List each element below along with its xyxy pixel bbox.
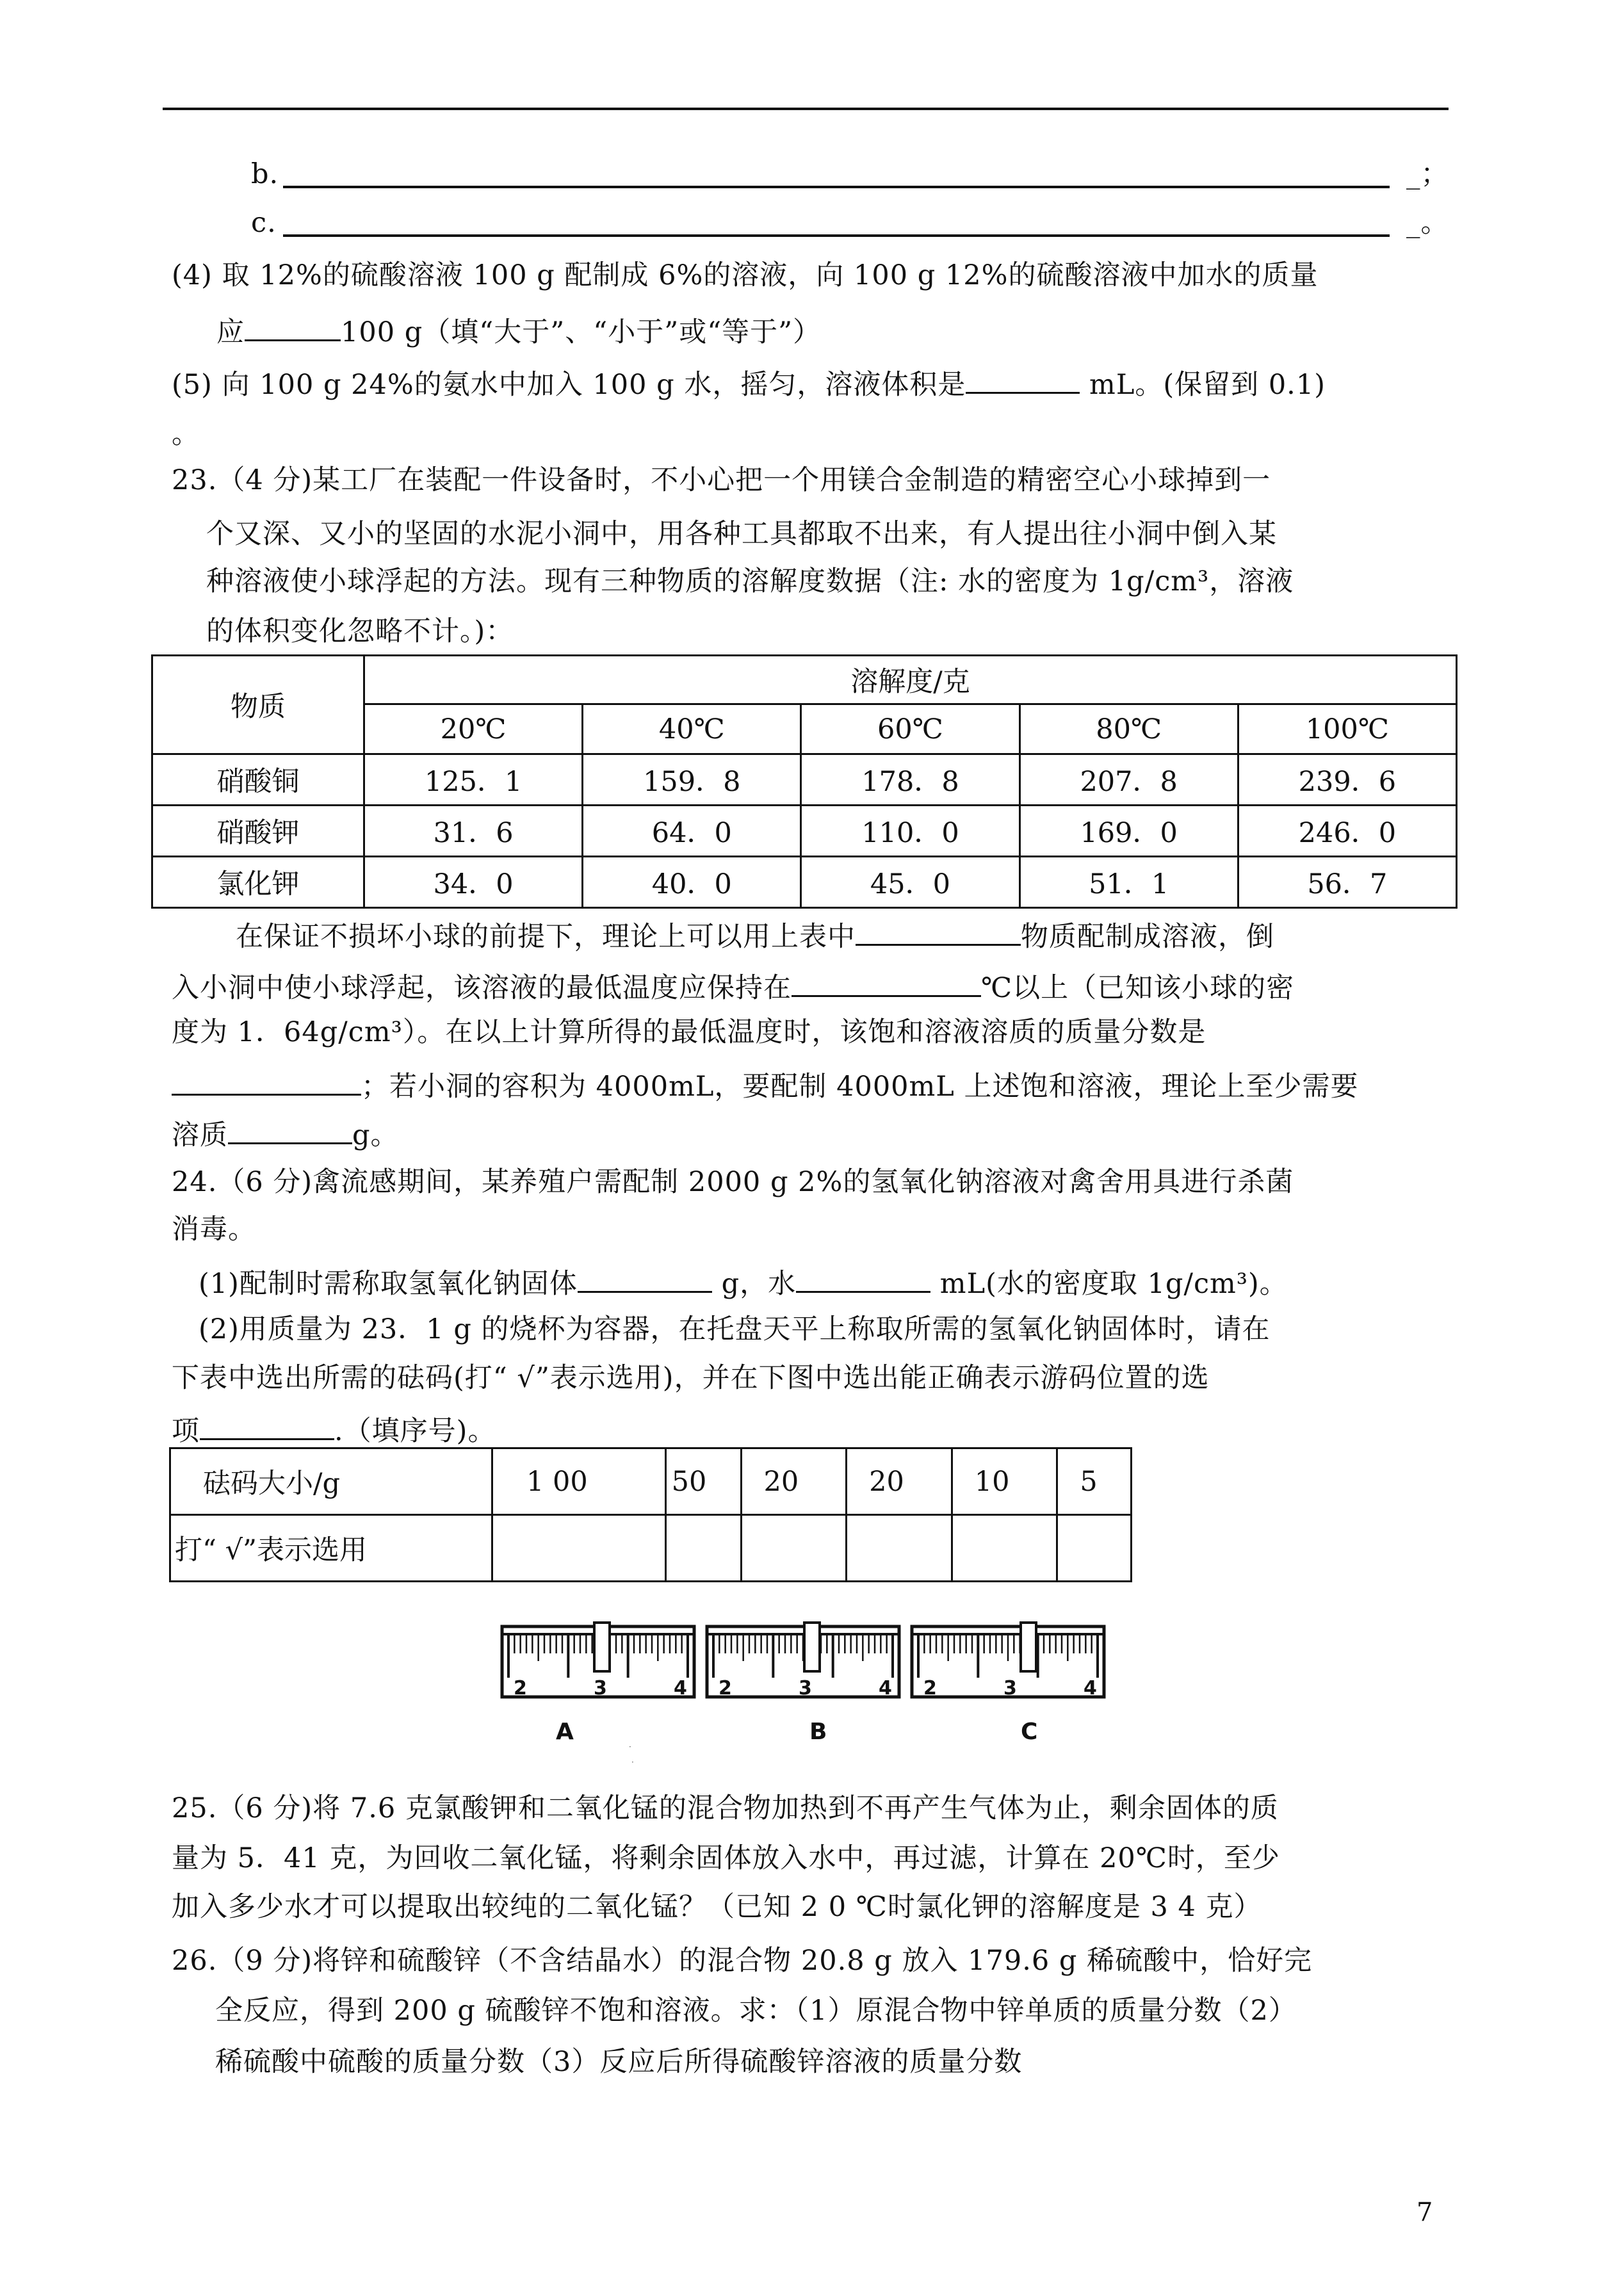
- cell: 31．6: [364, 806, 583, 857]
- header-rule: [163, 108, 1449, 110]
- temp-header: 60℃: [801, 704, 1019, 754]
- weight-size: 1 00: [492, 1448, 666, 1515]
- page-number: 7: [1417, 2198, 1433, 2227]
- cell: 56．7: [1238, 857, 1456, 908]
- ruler-tick-label: 3: [799, 1677, 812, 1699]
- question-24-line4: (2)用质量为 23．1 g 的烧杯为容器，在托盘天平上称取所需的氢氧化钠固体时，请在: [199, 1313, 1271, 1345]
- blank-substance: [856, 914, 1021, 946]
- paragraph-line1: 在保证不损坏小球的前提下，理论上可以用上表中 物质配制成溶液，倒: [236, 914, 1274, 955]
- paragraph-line4: ；若小洞的容积为 4000mL，要配制 4000mL 上述饱和溶液，理论上至少需要: [172, 1064, 1359, 1105]
- rider: [804, 1623, 820, 1671]
- cell: 51．1: [1019, 857, 1238, 908]
- weight-size: 10: [952, 1448, 1057, 1515]
- check-cell: [741, 1515, 847, 1582]
- row-name: 硝酸钾: [152, 806, 364, 857]
- check-cell: [952, 1515, 1057, 1582]
- question-24-line3: (1)配制时需称取氢氧化钠固体 g，水 mL(水的密度取 1g/cm³)。: [199, 1261, 1288, 1302]
- question-24-line6: 项 .（填序号)。: [172, 1409, 496, 1449]
- check-cell: [665, 1515, 741, 1582]
- solubility-table: [151, 654, 1458, 909]
- question-24-line5: 下表中选出所需的砝码(打“ √”表示选用)，并在下图中选出能正确表示游码位置的选: [172, 1362, 1210, 1394]
- question-26-line3: 稀硫酸中硫酸的质量分数（3）反应后所得硫酸锌溶液的质量分数: [215, 2046, 1023, 2078]
- ruler-tick-label: 2: [923, 1677, 937, 1699]
- temp-header: 100℃: [1238, 704, 1456, 754]
- ruler-tick-label: 4: [879, 1677, 892, 1699]
- question-5-line1: (5) 向 100 g 24%的氨水中加入 100 g 水，摇匀，溶液体积是 mL。(保留到 0.1): [172, 362, 1326, 403]
- question-4-line2: 应 100 g（填“大于”、“小于”或“等于”）: [216, 310, 821, 350]
- cell: 40．0: [583, 857, 801, 908]
- temp-header: 80℃: [1019, 704, 1238, 754]
- cell: 45．0: [801, 857, 1019, 908]
- weight-size: 50: [665, 1448, 741, 1515]
- row-name: 氯化钾: [152, 857, 364, 908]
- weights-row1-label: 砝码大小/g: [170, 1448, 492, 1515]
- question-23-line2: 个又深、又小的坚固的水泥小洞中，用各种工具都取不出来，有人提出往小洞中倒入某: [206, 518, 1277, 550]
- paragraph-line2: 入小洞中使小球浮起，该溶液的最低温度应保持在 ℃以上（已知该小球的密: [172, 966, 1294, 1006]
- cell: 64．0: [583, 806, 801, 857]
- blank-4: [245, 310, 341, 341]
- row-name: 硝酸铜: [152, 754, 364, 806]
- ruler-tick-label: 4: [674, 1677, 687, 1699]
- weights-table: [169, 1447, 1132, 1582]
- weight-size: 5: [1057, 1448, 1132, 1515]
- stray-mark: ·: [629, 1742, 631, 1751]
- question-23-line4: 的体积变化忽略不计。)：: [206, 615, 514, 647]
- ruler-tick-label: 4: [1084, 1677, 1097, 1699]
- table-row: [152, 857, 1457, 908]
- blank-mass-fraction: [172, 1064, 361, 1096]
- blank-temperature: [792, 966, 981, 997]
- answer-line-c: [283, 234, 1390, 237]
- cell: 207．8: [1019, 754, 1238, 806]
- rider: [594, 1623, 610, 1671]
- cell: 110．0: [801, 806, 1019, 857]
- blank-solute: [228, 1113, 352, 1144]
- ruler-tick-label: 3: [1003, 1677, 1017, 1699]
- question-23-line1: 23.（4 分)某工厂在装配一件设备时，不小心把一个用镁合金制造的精密空心小球掉到一: [172, 464, 1271, 496]
- blank-option: [200, 1409, 334, 1440]
- paragraph-line5: 溶质 g。: [172, 1113, 399, 1153]
- answer-line-b: [283, 186, 1390, 188]
- rider: [1021, 1623, 1036, 1671]
- question-25-line1: 25.（6 分)将 7.6 克氯酸钾和二氧化锰的混合物加热到不再产生气体为止，剩余固体的质: [172, 1792, 1279, 1824]
- temp-header: 40℃: [583, 704, 801, 754]
- check-cell: [847, 1515, 952, 1582]
- line-b-label: b.: [251, 158, 279, 190]
- table-row: [152, 754, 1457, 806]
- question-23-line3: 种溶液使小球浮起的方法。现有三种物质的溶解度数据（注: 水的密度为 1g/cm³，溶液: [206, 565, 1294, 597]
- question-26-line1: 26.（9 分)将锌和硫酸锌（不含结晶水）的混合物 20.8 g 放入 179.6 g 稀硫酸中，恰好完: [172, 1945, 1313, 1977]
- weight-size: 20: [741, 1448, 847, 1515]
- question-26-line2: 全反应，得到 200 g 硫酸锌不饱和溶液。求：（1）原混合物中锌单质的质量分数（2）: [215, 1995, 1297, 2027]
- question-24-line1: 24.（6 分)禽流感期间，某养殖户需配制 2000 g 2%的氢氧化钠溶液对禽舍用具进行杀菌: [172, 1166, 1294, 1198]
- weight-size: 20: [847, 1448, 952, 1515]
- table-row: [152, 806, 1457, 857]
- question-25-line3: 加入多少水才可以提取出较纯的二氧化锰？（已知 2 0 ℃时氯化钾的溶解度是 3 4 克）: [172, 1891, 1262, 1923]
- weights-row2-label: 打“ √”表示选用: [170, 1515, 492, 1582]
- ruler-tick-label: 2: [719, 1677, 732, 1699]
- option-label: A: [556, 1719, 574, 1745]
- cell: 239．6: [1238, 754, 1456, 806]
- line-c-label: c.: [251, 207, 277, 239]
- line-b-end: _；: [1406, 158, 1449, 190]
- check-cell: [492, 1515, 666, 1582]
- option-label: B: [809, 1719, 827, 1745]
- check-cell: [1057, 1515, 1132, 1582]
- cell: 246．0: [1238, 806, 1456, 857]
- question-25-line2: 量为 5．41 克，为回收二氧化锰，将剩余固体放入水中，再过滤，计算在 20℃时，至少: [172, 1842, 1280, 1874]
- cell: 159．8: [583, 754, 801, 806]
- table-corner: 物质: [152, 656, 364, 754]
- ruler-tick-label: 3: [594, 1677, 607, 1699]
- rider-figures: [493, 1614, 1140, 1767]
- cell: 178．8: [801, 754, 1019, 806]
- blank-naoh: [578, 1261, 712, 1293]
- cell: 169．0: [1019, 806, 1238, 857]
- question-24-line2: 消毒。: [172, 1213, 256, 1245]
- ruler-tick-label: 2: [514, 1677, 527, 1699]
- cell: 34．0: [364, 857, 583, 908]
- blank-5: [966, 362, 1080, 394]
- question-5-end: 。: [172, 418, 200, 450]
- cell: 125．1: [364, 754, 583, 806]
- blank-water: [796, 1261, 930, 1293]
- stray-mark: ·: [631, 1758, 634, 1767]
- option-label: C: [1021, 1719, 1038, 1745]
- table-group-header: 溶解度/克: [364, 656, 1457, 704]
- line-c-end: _。: [1406, 207, 1449, 239]
- temp-header: 20℃: [364, 704, 583, 754]
- question-4-line1: (4) 取 12%的硫酸溶液 100 g 配制成 6%的溶液，向 100 g 12%的硫酸溶液中加水的质量: [172, 259, 1319, 291]
- paragraph-line3: 度为 1．64g/cm³）。在以上计算所得的最低温度时，该饱和溶液溶质的质量分数是: [172, 1016, 1206, 1048]
